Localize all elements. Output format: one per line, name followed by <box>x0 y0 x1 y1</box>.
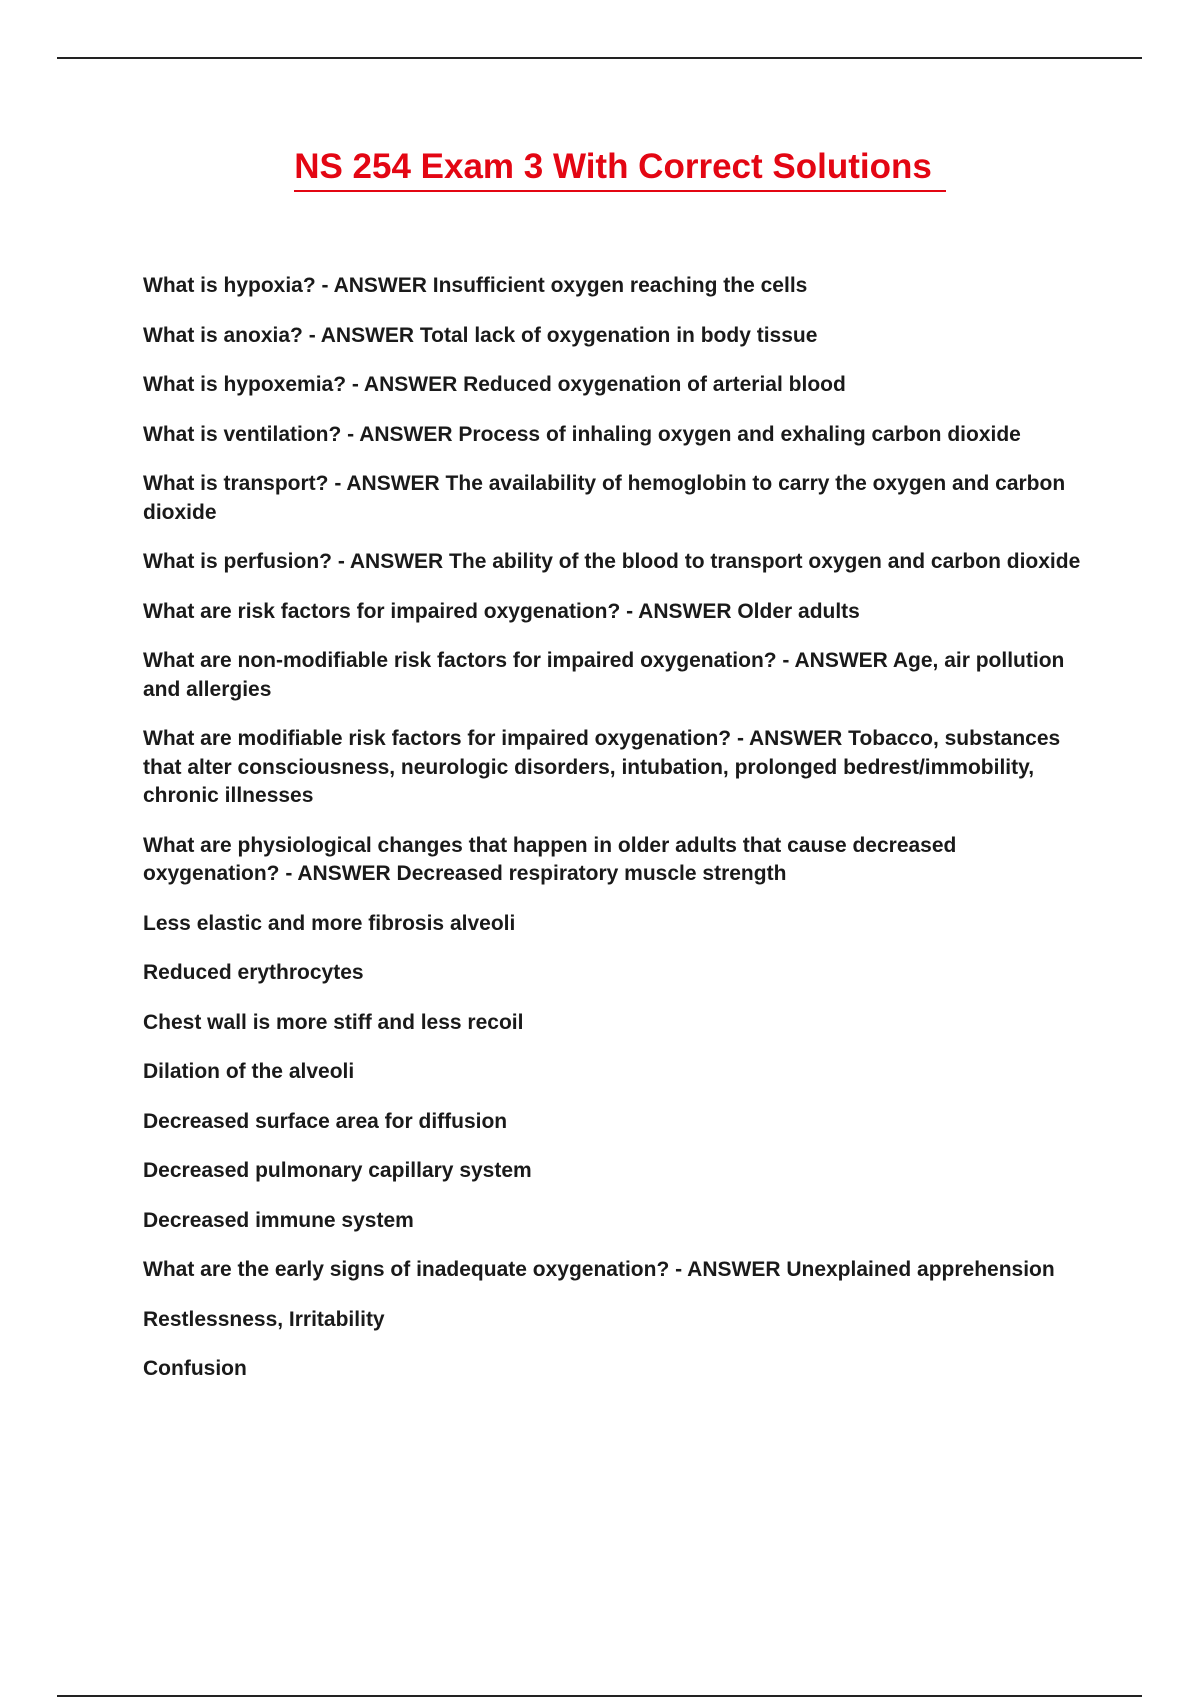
qa-item: What is transport? - ANSWER The availability of hemoglobin to carry the oxygen and carbon dioxide <box>143 472 1066 524</box>
qa-item: What are modifiable risk factors for impaired oxygenation? - ANSWER Tobacco, substances that alter consciousness, neurologic disorders, intubation, prolonged bedrest/immobility, chronic illnesses <box>143 727 1061 807</box>
document-title: NS 254 Exam 3 With Correct Solutions <box>294 146 946 192</box>
qa-item: Reduced erythrocytes <box>143 961 364 984</box>
qa-item: What are physiological changes that happen in older adults that cause decreased oxygenation? - ANSWER Decreased respiratory muscle strength <box>143 833 957 885</box>
qa-item: Decreased immune system <box>143 1208 414 1232</box>
qa-item: What is hypoxia? - ANSWER Insufficient oxygen reaching the cells <box>143 274 808 297</box>
qa-item: What is perfusion? - ANSWER The ability of the blood to transport oxygen and carbon dioxide <box>143 550 1081 573</box>
qa-item: What are the early signs of inadequate oxygenation? - ANSWER Unexplained apprehension <box>143 1258 1055 1281</box>
qa-item: What are non-modifiable risk factors for impaired oxygenation? - ANSWER Age, air pollution and allergies <box>143 649 1065 701</box>
header-rule <box>57 57 1142 59</box>
qa-item: Decreased surface area for diffusion <box>143 1109 508 1133</box>
qa-item: What are risk factors for impaired oxygenation? - ANSWER Older adults <box>143 599 860 623</box>
footer-rule <box>57 1695 1142 1697</box>
qa-item: Decreased pulmonary capillary system <box>143 1159 532 1182</box>
qa-item: What is anoxia? - ANSWER Total lack of oxygenation in body tissue <box>143 323 818 347</box>
qa-item: Restlessness, Irritability <box>143 1307 385 1331</box>
qa-item: What is ventilation? - ANSWER Process of inhaling oxygen and exhaling carbon dioxide <box>143 422 1021 446</box>
qa-item: Chest wall is more stiff and less recoil <box>143 1010 524 1034</box>
qa-list <box>143 272 1093 1405</box>
qa-item: Confusion <box>143 1357 247 1380</box>
qa-item: Dilation of the alveoli <box>143 1060 355 1083</box>
qa-item: What is hypoxemia? - ANSWER Reduced oxygenation of arterial blood <box>143 373 846 396</box>
qa-item: Less elastic and more fibrosis alveoli <box>143 911 516 935</box>
